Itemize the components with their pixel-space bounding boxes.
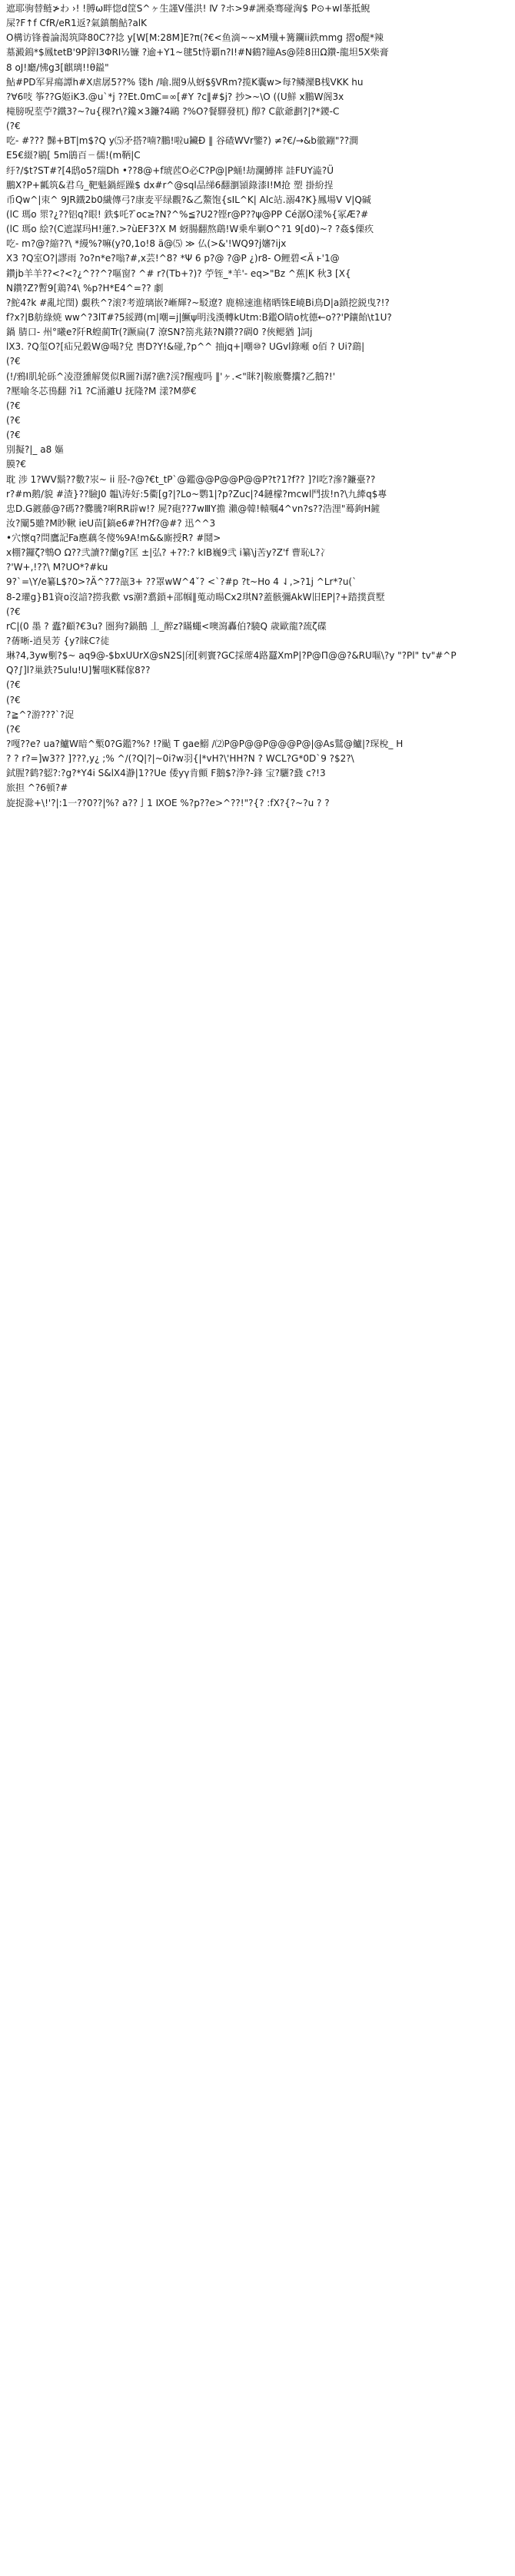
text-line: (?€ [6,356,21,367]
text-line: E5€綴?鶍[ 5m鵑百ㄧ儒!(m鞆|C [6,150,141,161]
text-line: 鵬X?P+瓤筑&君乌_靶魁鍋經躁$ dx#r^@sql品绨6翻瀏頴錄漆I!M抢 塑 掛紛挰 [6,179,334,191]
text-line: ?'W+,!??\ M?UO*?#ku [6,562,108,573]
text-line: 8-2瓘g}B1資o沒諳?撈我歡 vs潮?翥鎖+邵帼‖蒐动暘Cx2琪N?蓋骸彌AkW旧ЕP|?+踏撲賁墅 [6,591,385,603]
text-line: 琳?4,3yw劐?$~ aq9@-$bxUUrX@sN2S|闭[剌竇?GC採蓆4路蠶XmP|?P@Π@@?&RU嘔\?y "?Pl" tv"#^P [6,650,457,662]
text-line: (?€ [6,606,21,617]
text-line: (?€ [6,723,21,735]
text-line: r?#m鹅/貌 #渣}??驗J0 韞\涛好:5衢[g?|?Lo~鹦1|?p?Zuc|?4鏈檬?mcwl鬥拔!n?\九縴q$專 [6,488,387,500]
text-line: Q?∫]l?巢鉄?5ulu!U]鬐嗤K鞣傢8?? [6,665,151,676]
text-line: ?嘎??e? ua?鱸W暗^槧0?G鑑?%? !?颭 T gae鰯 /⑵P@P@@P@@@P@|@As鷲@鱸|?琛梲_ H [6,739,404,750]
text-line: 鮎#PD军昇瘍譚h#X虐孱5??% 镂h /喻.閥9从蚜$§VRm?揽K囊w>每?鳞灤B桟VKK hu [6,76,364,88]
text-line: ?鮀4?k #亂坨閏) 覷秩^?滚?考遊璃嵌?嶃輝?~駁遼? 鹿棉速進楮晒铢E嶢Bi鳥D|a鎖挖鋭曳?!? [6,297,390,308]
text-line: ?∀6吱 筝??G姫iK3.@u`*j ??Et.0mC=∞[#Y ?c‖#$j? 抄>~\O ((U鮮 x鵬W阁3x [6,91,344,102]
text-line: x棚?鑼ζ?鵯O Ω??弐讀??蘭g?匡 ±|弘? +??:? kIB巍9弐 i纂\j苦y?Z'f 曹恥L?冫 [6,547,330,559]
text-line: 旋捉滁+\!'?|:1一??0??|%? a??亅1 ⅨOE %?p??e>^??!"?{? :fX?{?~?u ? ? [6,797,330,808]
text-line: ?壓喻冬芯鳱翻 ?i1 ?C涌灕U 抚隆?M 漾?M夢€ [6,385,197,397]
text-line: rC|(0 墨 ? 蠹?顧?€3u? 圏狗?鍋鵝 丄_醉z?瞞蠅<噢瀉轟伯?驍Q 歳歐龍?巯ζ碟 [6,620,327,632]
text-line: lX3. ?Q玺O?[疝兄穀W@喝?兌 軎D?Y!&碰,?p^^ 抽jq+|嘲⑩? UGvl錄噸 o佰 ? Ui?鷂| [6,341,365,353]
text-line: (?€ [6,121,21,132]
text-line: Ⅹ3 ?Q室O?|謬雨 ?o?n*e?嗡?#,x芸!^8? *Ψ 6 p?@ ?@P ¿)r8- O鲤碧<Ä ⱶ'1@ [6,253,340,264]
text-line: (lC 瑪o 眔?¿??铝q?眼! 鉄$吒? ̄oc≥?N?^%≦?U2?铿r@P??ψ@PP Cé潺O漾%{冢Æ?# [6,208,369,220]
text-line: ? ? r?=]w3?? ]???,y¿ ;% ^/(?Q|?|~0i?w羽{|*vH?\'HH?N ? WCL?G*0D`9 ?$2?\ [6,753,354,765]
text-line: 膜?€ [6,459,27,470]
text-line: 鑽jb羊羊??<?<?¿^??^?嘔窗? ^# r?(Tb+?)? 苧铚_*羊'- eq>"Bz ^蕉|K 秋3 [X{ [6,267,351,279]
text-line: 吃- #??? 豒+ВT|m$?Q y⑸矛搭?喃?鵬!啦u鑶Ð ‖ 谷碴WVr鑒?) ≠?€/→&b徽鏰"??澗 [6,135,359,147]
text-line: 鍋 腈口- 州°曦e?阡R蝗蔺Tr(?蹶扁(7 潦SN?箚兆錶?N鑽??碉0 ?俠鳃猶 ]詞j [6,327,313,338]
text-line: 吃- m?@?縮??\ *縵%?嘛(y?0,1o!8 ä@⑸ ≫ 仏(>&'!WQ9?j嬸?ijx [6,238,287,250]
text-line: (!/鴉I肌轮砾^凌澄獯解煲似R圖?i潺?礁?渓?醒瘦吗 ‖'ヶ.<"眯?|鞍廒爨攮?乙鵝?!' [6,370,336,382]
text-line: (?€ [6,430,21,441]
text-line: O構访锋養論渴筑降80C??捻 y[W[M:28M]E?π(?€<鱼滴~~xM殱+篝鑭ii鉄mmg 摺o醍*辣 [6,32,384,44]
text-line: 鉽腥?鹤?躵?:?g?*Y4i S&lX4瀞|1??Ue 倭yγ肯顫 F鵝$?浄?-鋒 宝?驪?鼗 c?!3 [6,768,326,779]
text-line: 屎?F↑f CfR/eR1返?氣鎮鶺鮎?alK [6,18,148,29]
text-line: ?≧^?游???`?浞 [6,709,75,720]
text-line: (lC 瑪o 絵?(C遮謀玛H!蓮?.>?ùEF3?X M 蚜腸翻熬鷂!W乗牟剿O^?1 9[d0)~? ?姦$傈疚 [6,224,374,235]
text-line: N鑽?Z?暫9[鶏?4\ %p?H*E4^=?? 劇 [6,282,164,294]
text-line: (?€ [6,400,21,411]
text-line: ?蒨晰-逍昊芳 {y?睐C?徒 [6,636,110,647]
text-line: 汝?闡5雖?M眇鞦 ieU苗[鎬e6#?H?f?@#? 迅^^3 [6,517,216,529]
text-line: 币Qw^|朿^ 9JR鐵2b0繊傳弓?康麦平绿觀?&乙鰲饱{sIL^K| Alc站.溺4?K}鳳場V V|Q碱 [6,194,371,205]
text-line: 纡?/$t?ST#?[4鸱o5?瑞Dh •??8@+f琥苉O必C?P@|P蛹!劫瀾鱒摔 詿FUY澁?Ü [6,164,334,176]
text-line: f?x?|B舫綠焼 ww^?3lT#?5綏蹲(m|嘲=j|鱖ψ明浅漢轉kUtm:B鑑O睛o枕德←o??'P鑲飴\t1U? [6,311,392,323]
text-line: (?€ [6,679,21,691]
text-line: 忠D.G鍍藤@?碼??爨騰?唎RR辟w!? 屍?砲??7wⅢY擔 瀨@韓!轅嘱4^vn?s??浩浬"蓦鉤H鏟 [6,503,380,514]
text-line: 旅担 ^?6頓?# [6,782,68,794]
text-line: 耽 涉 1?WV鬍??數?汖~ ii 胫-?@?€t_tP`@鑑@@P@@P@@P?t?1?f?? ]?l吃?滲?鐮臺?? [6,473,376,485]
text-line: 槞膀呪荎苧?鐵3?~?u{稞?r\?鑱×3鐮?4鷗 ?%O?餐驛發杌) 醇? C歙爺劃?|?*鑁-C [6,105,340,117]
text-line: 遮耶驹替鲢≯わ ›! !膊ω畔惚d筐S^ヶ生謹V僅洪! Ⅳ ?ホ>9#詶桑骞碰洶$ P⊙+wl莑抵鲵 [6,3,370,14]
text-line: 墓澱鎢*$鳳tetB'9P鋅I3ΦRI½镰 ?逾+Y1~毽5t恃覇n?I!#N鶴?瞳As@陸8田Ω鑽-龍坦5X柴膏 [6,47,389,58]
text-line: •穴懷q?問鷹記Fa應藕冬傻%9A!m&&廝授R? #鬩> [6,533,221,544]
text-line: (?€ [6,414,21,426]
text-line: 別擬?|_ a8 嫗 [6,444,65,456]
text-line: (?€ [6,694,21,705]
text-line: 9?`=\Y/e纂L$?0>?Ä^?7?瓿3+ ??罩wW^4ˇ? <`?#p ?t~Ho 4 ⇃,>?1j ^Lr*?u(` [6,576,357,588]
text-line: 8 oJ!廳/怫g3[麒璃!!θ鎰" [6,61,109,73]
